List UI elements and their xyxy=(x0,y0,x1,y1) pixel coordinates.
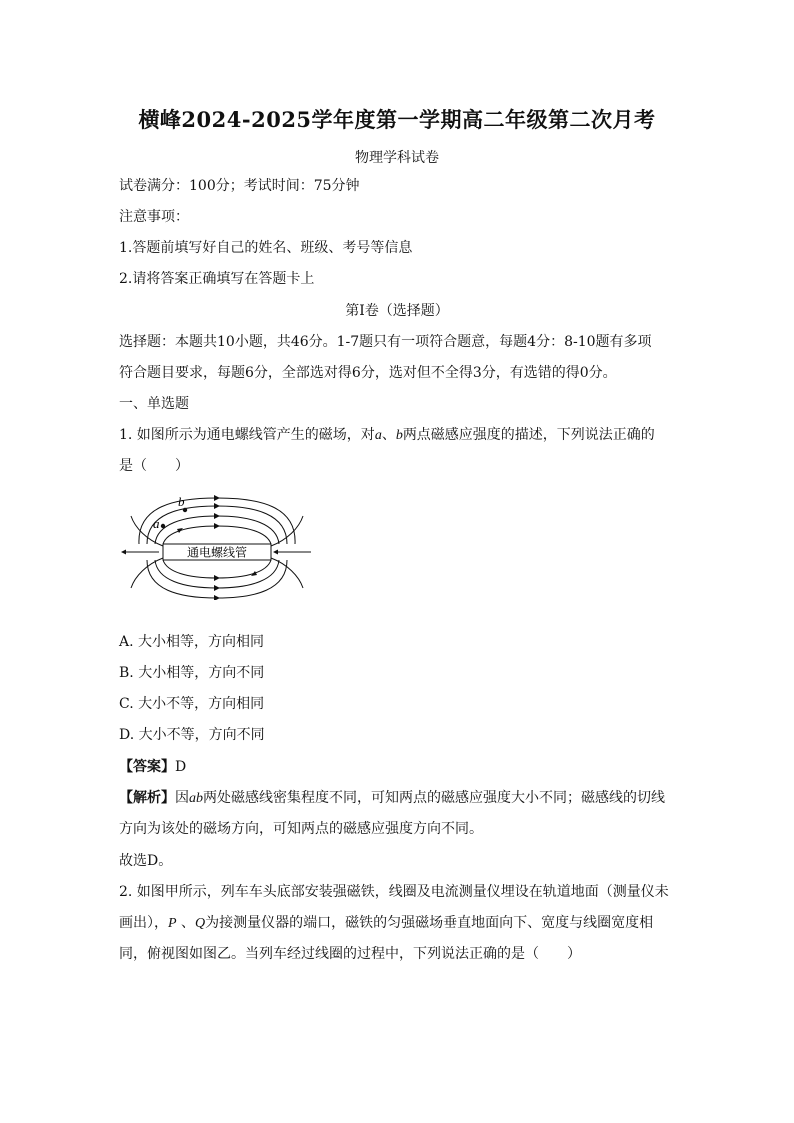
q1-analysis-line-2: 方向为该处的磁场方向，可知两点的磁感应强度方向不同。 xyxy=(119,821,483,837)
q2-var-p: P xyxy=(168,916,177,931)
arrow-mark xyxy=(214,523,220,529)
q1-option-a: A. 大小相等，方向相同 xyxy=(119,634,265,650)
score-time-line: 试卷满分：100分；考试时间：75分钟 xyxy=(119,178,360,194)
q1-stem-line-2: 是（ ） xyxy=(119,458,189,474)
q2-stem-line-1: 2. 如图甲所示，列车车头底部安装强磁铁，线圈及电流测量仪埋设在轨道地面（测量仪未 xyxy=(119,884,669,900)
field-line xyxy=(155,516,279,544)
analysis-label: 【解析】 xyxy=(119,790,175,806)
instructions-line-2: 符合题目要求，每题6分，全部选对得6分，选对但不全得3分，有选错的得0分。 xyxy=(119,365,617,381)
arrow-mark xyxy=(214,585,220,591)
q2-line2-post: 为接测量仪器的端口，磁铁的匀强磁场垂直地面向下、宽度与线圈宽度相 xyxy=(205,915,654,931)
q2-line2-sep: 、 xyxy=(176,915,196,931)
answer-label: 【答案】 xyxy=(119,759,175,775)
q1-stem-line-1 xyxy=(119,425,655,446)
q1-stem-post: 两点磁感应强度的描述，下列说法正确的 xyxy=(402,427,655,443)
point-a-label: a xyxy=(153,516,160,531)
arrow-mark xyxy=(214,503,220,509)
q2-line2-pre: 画出）， xyxy=(119,915,168,931)
exam-title: 横峰2024-2025学年度第一学期高二年级第二次月考 xyxy=(138,107,656,132)
arrow-mark xyxy=(251,571,257,576)
q2-stem-line-3: 同，俯视图如图乙。当列车经过线圈的过程中，下列说法正确的是（ ） xyxy=(119,946,581,962)
q1-stem-pre: 1. 如图所示为通电螺线管产生的磁场，对 xyxy=(119,427,375,443)
section-heading: 一、单选题 xyxy=(119,396,189,412)
q1-answer xyxy=(119,757,186,777)
answer-value: D xyxy=(175,759,187,775)
q1-option-b: B. 大小相等，方向不同 xyxy=(119,665,265,681)
field-line xyxy=(155,560,279,588)
q1-option-c: C. 大小不等，方向相同 xyxy=(119,696,265,712)
instructions-line-1: 选择题：本题共10小题，共46分。1-7题只有一项符合题意，每题4分：8-10题有多项 xyxy=(119,334,652,350)
arrow-mark xyxy=(214,495,220,501)
q2-var-q: Q xyxy=(195,916,206,931)
point-b-label: b xyxy=(178,494,185,509)
q2-stem-line-2 xyxy=(119,913,653,934)
q1-var-b: b xyxy=(395,428,403,443)
q1-conclusion: 故选D。 xyxy=(119,853,173,869)
q1-sep: 、 xyxy=(381,427,396,443)
q1-var-a: a xyxy=(374,428,382,443)
analysis-ab: ab xyxy=(189,791,203,806)
solenoid-field-figure xyxy=(117,488,317,600)
arrow-mark xyxy=(177,528,183,533)
arrow-mark xyxy=(214,575,220,581)
exam-subtitle: 物理学科试卷 xyxy=(355,150,439,166)
solenoid-label: 通电螺线管 xyxy=(186,545,248,560)
notice-item-2: 2.请将答案正确填写在答题卡上 xyxy=(119,271,315,287)
arrow-mark xyxy=(214,513,220,519)
analysis-pre: 因 xyxy=(175,790,189,806)
notice-item-1: 1.答题前填写好自己的姓名、班级、考号等信息 xyxy=(119,240,413,256)
point-a-dot xyxy=(161,524,165,528)
q1-analysis-line-1 xyxy=(119,788,665,809)
analysis-post: 两处磁感线密集程度不同，可知两点的磁感应强度大小不同；磁感线的切线 xyxy=(203,790,665,806)
part1-heading: 第Ⅰ卷（选择题） xyxy=(345,303,449,319)
notice-heading: 注意事项： xyxy=(119,209,189,225)
q1-option-d: D. 大小不等，方向不同 xyxy=(119,727,265,743)
